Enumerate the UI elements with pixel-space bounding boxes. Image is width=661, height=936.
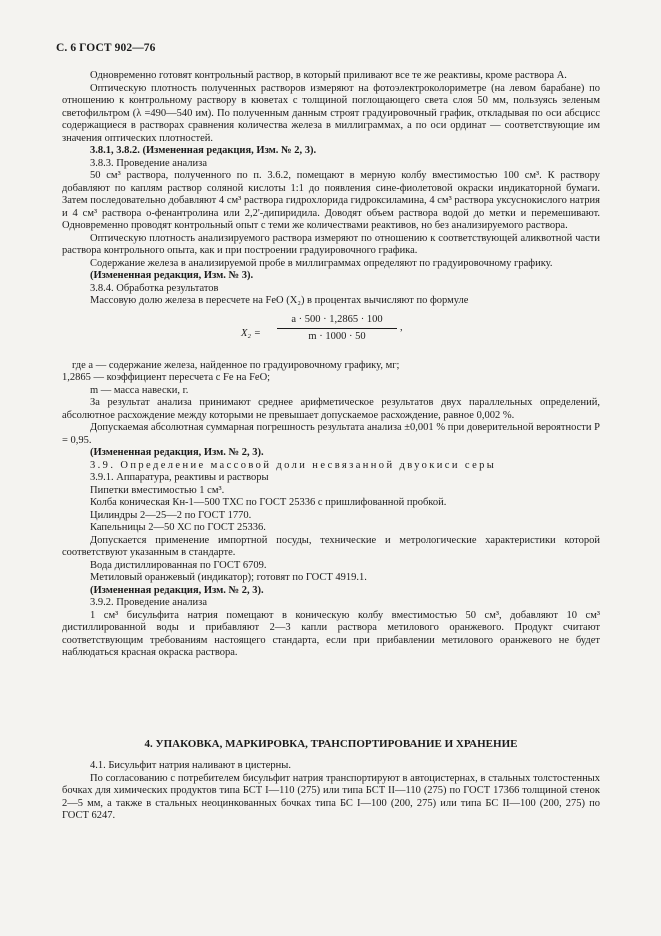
paragraph: Массовую долю железа в пересчете на FeO (X₂) в процентах вычисляют по формуле: [90, 295, 469, 306]
paragraph: Оптическую плотность анализируемого раствора измеряют по отношению к соответствующей аликвотной части раствора контрольного опыта, как и при построении градуировочного графика.: [62, 232, 600, 256]
definition-line: 1,2865 — коэффициент пересчета с Fe на FeO;: [62, 372, 271, 383]
paragraph: 4.1. Бисульфит натрия наливают в цистерны.: [90, 760, 291, 771]
paragraph: Допускается применение импортной посуды, технические и метрологические характеристики которой соответствуют указанным в стандарте.: [62, 534, 600, 558]
formula-lhs: X₂ =: [241, 327, 261, 339]
list-item: Капельницы 2—50 ХС по ГОСТ 25336.: [90, 522, 266, 533]
page-header: С. 6 ГОСТ 902—76: [56, 42, 156, 54]
revision-note: (Измененная редакция, Изм. № 2, 3).: [90, 584, 264, 596]
formula-denominator: m · 1000 · 50: [308, 330, 366, 342]
paragraph: Одновременно готовят контрольный раствор, в который приливают все те же реактивы, кроме раствора А.: [90, 70, 567, 81]
revision-note: (Измененная редакция, Изм. № 2, 3).: [90, 447, 264, 458]
formula-numerator: a · 500 · 1,2865 · 100: [291, 313, 383, 325]
paragraph: За результат анализа принимают среднее арифметическое результатов двух параллельных определений, абсолютное расхождение между которыми не превышает допускаемое расхождение, равное 0,002 %.: [62, 397, 600, 421]
revision-note: (Измененная редакция, Изм. № 3).: [90, 270, 254, 281]
list-item: Метиловый оранжевый (индикатор); готовят по ГОСТ 4919.1.: [90, 572, 367, 583]
paragraph: 50 см³ раствора, полученного по п. 3.6.2, помещают в мерную колбу вместимостью 100 см³. К раствору добавляют по каплям раствор соляной кислоты 1:1 до появления сине-фиолетовой окраски индикаторной бумаги. Затем последовательно добавляют 4 см³ раствора гидрохлорида гидроксиламина, 4 см³ раствора уксуснокислого натрия и 4 см³ раствора о-фенантролина или 2,2'-дипиридила. Доводят объем раствора водой до метки и перемешивают. Одновременно проводят контрольный опыт с теми же количествами реактивов, но без анализируемого раствора.: [62, 170, 600, 231]
paragraph: 1 см³ бисульфита натрия помещают в коническую колбу вместимостью 50 см³, добавляют 10 см³ дистиллированной воды и прибавляют 2—3 капли раствора метилового оранжевого. Продукт считают соответствующим требованиям настоящего стандарта, если при прибавлении метилового оранжевого не будет наблюдаться красная окраска раствора.: [62, 609, 600, 658]
formula-trail: ,: [400, 321, 403, 333]
revision-note: 3.8.1, 3.8.2. (Измененная редакция, Изм. № 2, 3).: [90, 145, 317, 156]
section-body: [62, 760, 600, 823]
subsection-heading: 3.8.4. Обработка результатов: [90, 282, 219, 294]
subsection-heading: 3.9.2. Проведение анализа: [90, 597, 207, 608]
paragraph: Допускаемая абсолютная суммарная погрешность результата анализа ±0,001 % при доверительной вероятности P = 0,95.: [62, 422, 600, 446]
list-item: Цилиндры 2—25—2 по ГОСТ 1770.: [90, 509, 252, 521]
section-title: 4. УПАКОВКА, МАРКИРОВКА, ТРАНСПОРТИРОВАНИЕ И ХРАНЕНИЕ: [144, 738, 518, 750]
paragraph: По согласованию с потребителем бисульфит натрия транспортируют в автоцистернах, в стальных толстостенных бочках для химических продуктов типа БСТ I—110 (275) или типа БСТ II—110 (275) по ГОСТ 17366 толщиной стенок 2—5 мм, а также в стальных неоцинкованных бочках типа БС I—100 (200, 275) или типа БС II—100 (200, 275) по ГОСТ 6247.: [62, 772, 600, 821]
paragraph: Оптическую плотность полученных растворов измеряют на фотоэлектроколориметре (на левом барабане) по отношению к контрольному раствору в кюветах с толщиной поглощающего света слоя 50 мм, пользуясь зеленым светофильтром (λ =490—540 им). По полученным данным строят градуировочный график, откладывая по оси абсцисс содержащиеся в растворах сравнения количества железа в миллиграммах, а по оси ординат — соответствующие им значения оптических плотностей.: [62, 82, 600, 144]
list-item: Колба коническая Кн-1—500 ТХС по ГОСТ 25336 с пришлифованной пробкой.: [90, 497, 447, 508]
list-item: Пипетки вместимостью 1 см³.: [90, 484, 225, 496]
definition-line: где a — содержание железа, найденное по градуировочному графику, мг;: [72, 359, 400, 371]
subsection-heading: 3.9. Определение массовой доли несвязанной двуокиси серы: [90, 459, 497, 471]
list-item: Вода дистиллированная по ГОСТ 6709.: [90, 559, 267, 571]
document-body: [62, 70, 600, 660]
fraction-bar: [277, 328, 397, 329]
subsection-heading: 3.8.3. Проведение анализа: [90, 157, 207, 169]
formula: [62, 314, 600, 358]
definition-line: m — масса навески, г.: [90, 384, 189, 396]
subsection-heading: 3.9.1. Аппаратура, реактивы и растворы: [90, 472, 269, 483]
paragraph: Содержание железа в анализируемой пробе в миллиграммах определяют по градуировочному графику.: [90, 257, 553, 269]
